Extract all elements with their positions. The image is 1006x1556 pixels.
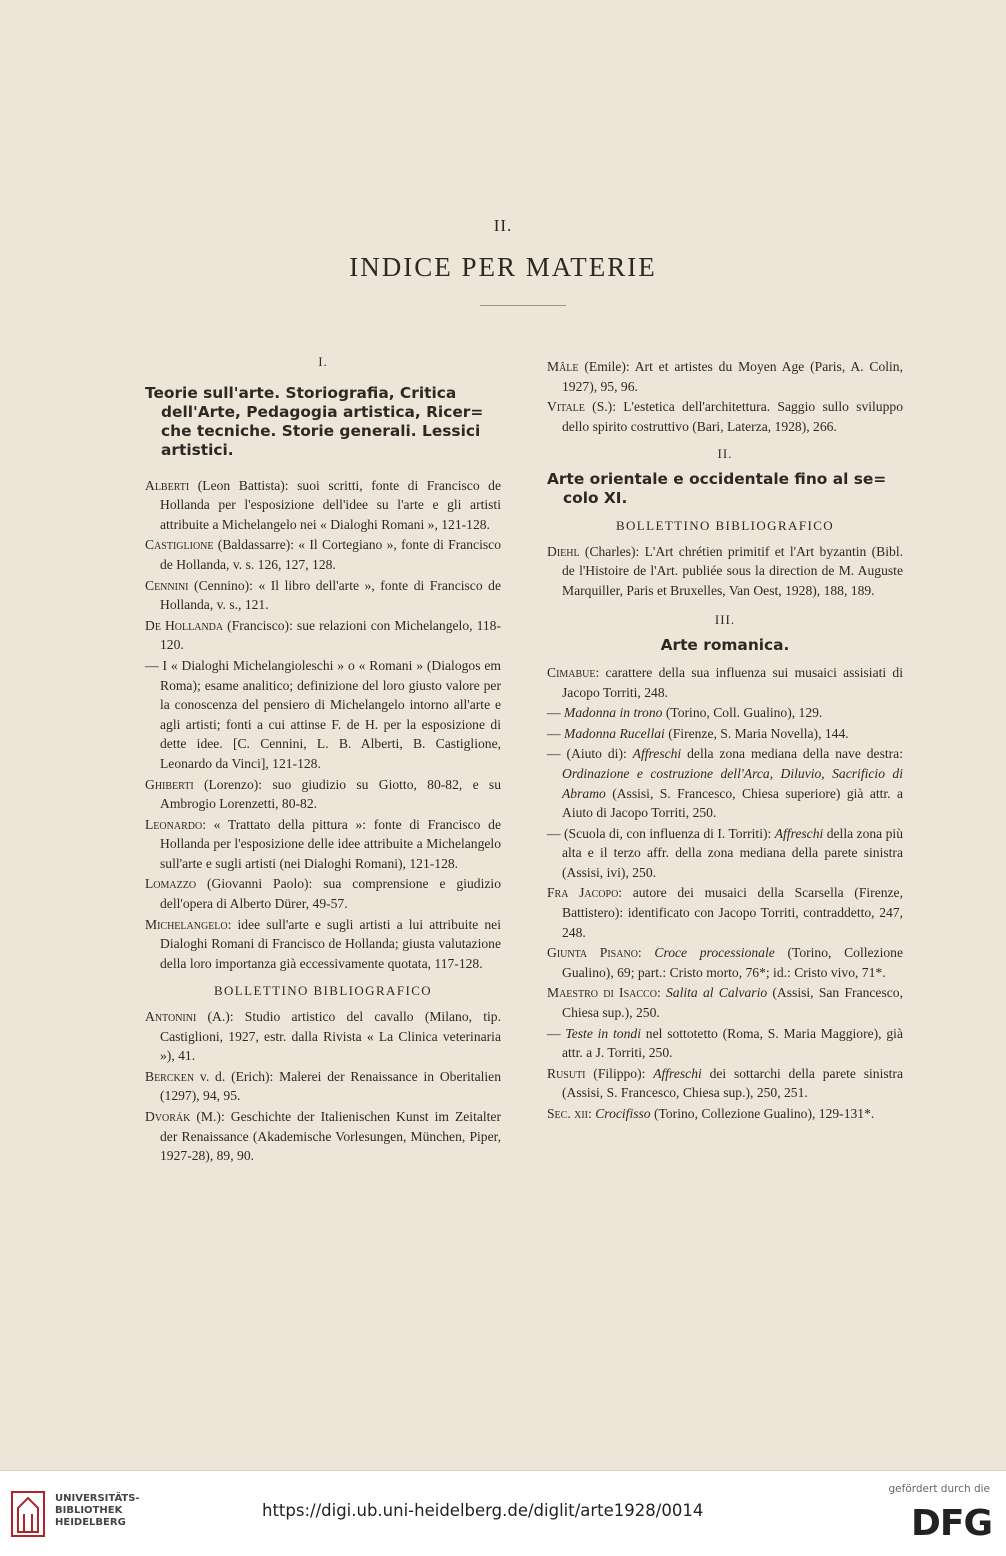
section-heading (547, 636, 903, 655)
index-entry: Giunta Pisano: Croce processionale (Torino, Collezione Gualino), 69; part.: Cristo morto, 76*; id.: Cristo vivo, 71*. (547, 945, 903, 980)
bib-entry: Vitale (S.): L'estetica dell'architettura. Saggio sullo sviluppo dello spirito costruttivo (Bari, Laterza, 1928), 266. (547, 399, 903, 434)
right-column (547, 357, 903, 1125)
bib-entry: Diehl (Charles): L'Art chrétien primitif et l'Art byzantin (Bibl. de l'Histoire de l'Art. publiée sous la direction de M. Auguste Marquiller, Paris et Bruxelles, Van Oest, 1928), 188, 189. (547, 543, 903, 598)
index-entry: Fra Jacopo: autore dei musaici della Scarsella (Firenze, Battistero): identificato con Jacopo Torriti, contraddetto, 247, 248. (547, 885, 903, 940)
permalink-url[interactable]: https://digi.ub.uni-heidelberg.de/diglit/arte1928/0014 (262, 1501, 704, 1520)
bib-entry: Dvorák (M.): Geschichte der Italienischen Kunst im Zeitalter der Renaissance (Akademische Vorlesungen, München, Piper, 1927-28), 89, 90. (145, 1109, 501, 1164)
index-entry: Ghiberti (Lorenzo): suo giudizio su Giotto, 80-82, e su Ambrogio Lorenzetti, 80-82. (145, 776, 501, 812)
section-number: III. (714, 612, 736, 628)
part-number: II. (493, 216, 513, 235)
index-entry: Sec. xii: Crocifisso (Torino, Collezione Gualino), 129-131*. (547, 1106, 875, 1121)
section-number: I. (318, 354, 328, 369)
dfg-logo[interactable]: DFG (910, 1503, 992, 1544)
index-entry: — I « Dialoghi Michelangioleschi » o « Romani » (Dialogos em Roma); esame analitico; definizione del loro giusto valore per la conoscenza del pensiero di Michelangelo intorno all'arte e agli artisti; fonti a cui attinse F. de H. per la esposizione di dette idee. [C. Cennini, L. B. Alberti, B. Castiglione, Leonardo da Vinci], 121-128. (145, 657, 501, 771)
index-entry: — Teste in tondi nel sottotetto (Roma, S. Maria Maggiore), già attr. a J. Torriti, 250. (547, 1025, 903, 1061)
index-entry: — Madonna Rucellai (Firenze, S. Maria Novella), 144. (547, 725, 849, 741)
index-entry: Alberti (Leon Battista): suoi scritti, fonte di Francisco de Hollanda per l'esposizione dell'idee su l'arte e gli artisti attribuite a Michelangelo nei « Dialoghi Romani », 121-128. (145, 477, 501, 532)
library-logo-icon (10, 1488, 46, 1540)
section-heading (547, 470, 903, 508)
bib-entry: Antonini (A.): Studio artistico del cavallo (Milano, tip. Castiglioni, 1927, estr. dalla Rivista « La Clinica veterinaria »), 41. (145, 1009, 501, 1064)
index-entry: Cimabue: carattere della sua influenza sui musaici assisiati di Jacopo Torriti, 248. (547, 664, 903, 700)
index-entry: — (Aiuto di): Affreschi della zona mediana della nave destra: Ordinazione e costruzione dell'Arca, Diluvio, Sacrificio di Abramo (Assisi, S. Francesco, Chiesa superiore) già attr. a Aiuto di Jacopo Torriti, 250. (547, 746, 903, 821)
index-entry: — Madonna in trono (Torino, Coll. Gualino), 129. (547, 705, 823, 721)
index-entry: Lomazzo (Giovanni Paolo): sua comprensione e giudizio dell'opera di Alberto Dürer, 49-57. (145, 876, 501, 912)
index-entry: — (Scuola di, con influenza di I. Torriti): Affreschi della zona più alta e il terzo affr. della zona mediana della parete sinistra (Assisi, ivi), 250. (547, 825, 903, 880)
title-divider (480, 305, 566, 306)
heading-line: colo XI. (563, 488, 628, 507)
bib-entry: Mâle (Emile): Art et artistes du Moyen Age (Paris, A. Colin, 1927), 95, 96. (547, 359, 903, 394)
section-heading (145, 384, 501, 460)
bibliography-label: BOLLETTINO BIBLIOGRAFICO (213, 983, 433, 999)
index-entry: Cennini (Cennino): « Il libro dell'arte », fonte di Francisco de Hollanda, v. s., 121. (145, 577, 501, 613)
heading-line: Arte romanica. (660, 635, 790, 654)
index-entry: Michelangelo: idee sull'arte e sugli artisti a lui attribuite nei Dialoghi Romani di Francisco de Hollanda; giusta valutazione della loro importanza già eccessivamente quotata, 117-128. (145, 916, 501, 971)
viewer-footer (0, 1470, 1006, 1556)
bibliography-label: BOLLETTINO BIBLIOGRAFICO (615, 517, 835, 533)
heading-line: artistici. (161, 440, 234, 459)
heading-line: dell'Arte, Pedagogia artistica, Ricer= (161, 402, 484, 421)
library-name[interactable]: UNIVERSITÄTS- BIBLIOTHEK HEIDELBERG (55, 1493, 140, 1528)
section-number: II. (717, 446, 733, 462)
index-entry: Maestro di Isacco: Salita al Calvario (Assisi, San Francesco, Chiesa sup.), 250. (547, 985, 903, 1021)
heading-line: Arte orientale e occidentale fino al se= (547, 469, 887, 488)
heading-line: che tecniche. Storie generali. Lessici (161, 421, 481, 440)
page-title: INDICE PER MATERIE (349, 252, 657, 282)
bib-entry: Bercken v. d. (Erich): Malerei der Renaissance in Oberitalien (1297), 94, 95. (145, 1068, 501, 1104)
index-entry: Castiglione (Baldassarre): « Il Cortegiano », fonte di Francisco de Hollanda, v. s. 126, 127, 128. (145, 537, 501, 572)
heading-line: Teorie sull'arte. Storiografia, Critica (145, 383, 457, 402)
index-entry: De Hollanda (Francisco): sue relazioni con Michelangelo, 118-120. (145, 617, 501, 653)
index-entry: Rusuti (Filippo): Affreschi dei sottarchi della parete sinistra (Assisi, S. Francesco, Chiesa sup.), 250, 251. (547, 1065, 903, 1101)
index-entry: Leonardo: « Trattato della pittura »: fonte di Francisco de Hollanda per l'esposizione delle idee attribuite a Michelangelo sull'arte e sugli artisti (nei Dialoghi Romani), 121-128. (145, 816, 501, 871)
left-column (145, 352, 501, 1167)
funded-by-label: gefördert durch die (888, 1483, 990, 1495)
